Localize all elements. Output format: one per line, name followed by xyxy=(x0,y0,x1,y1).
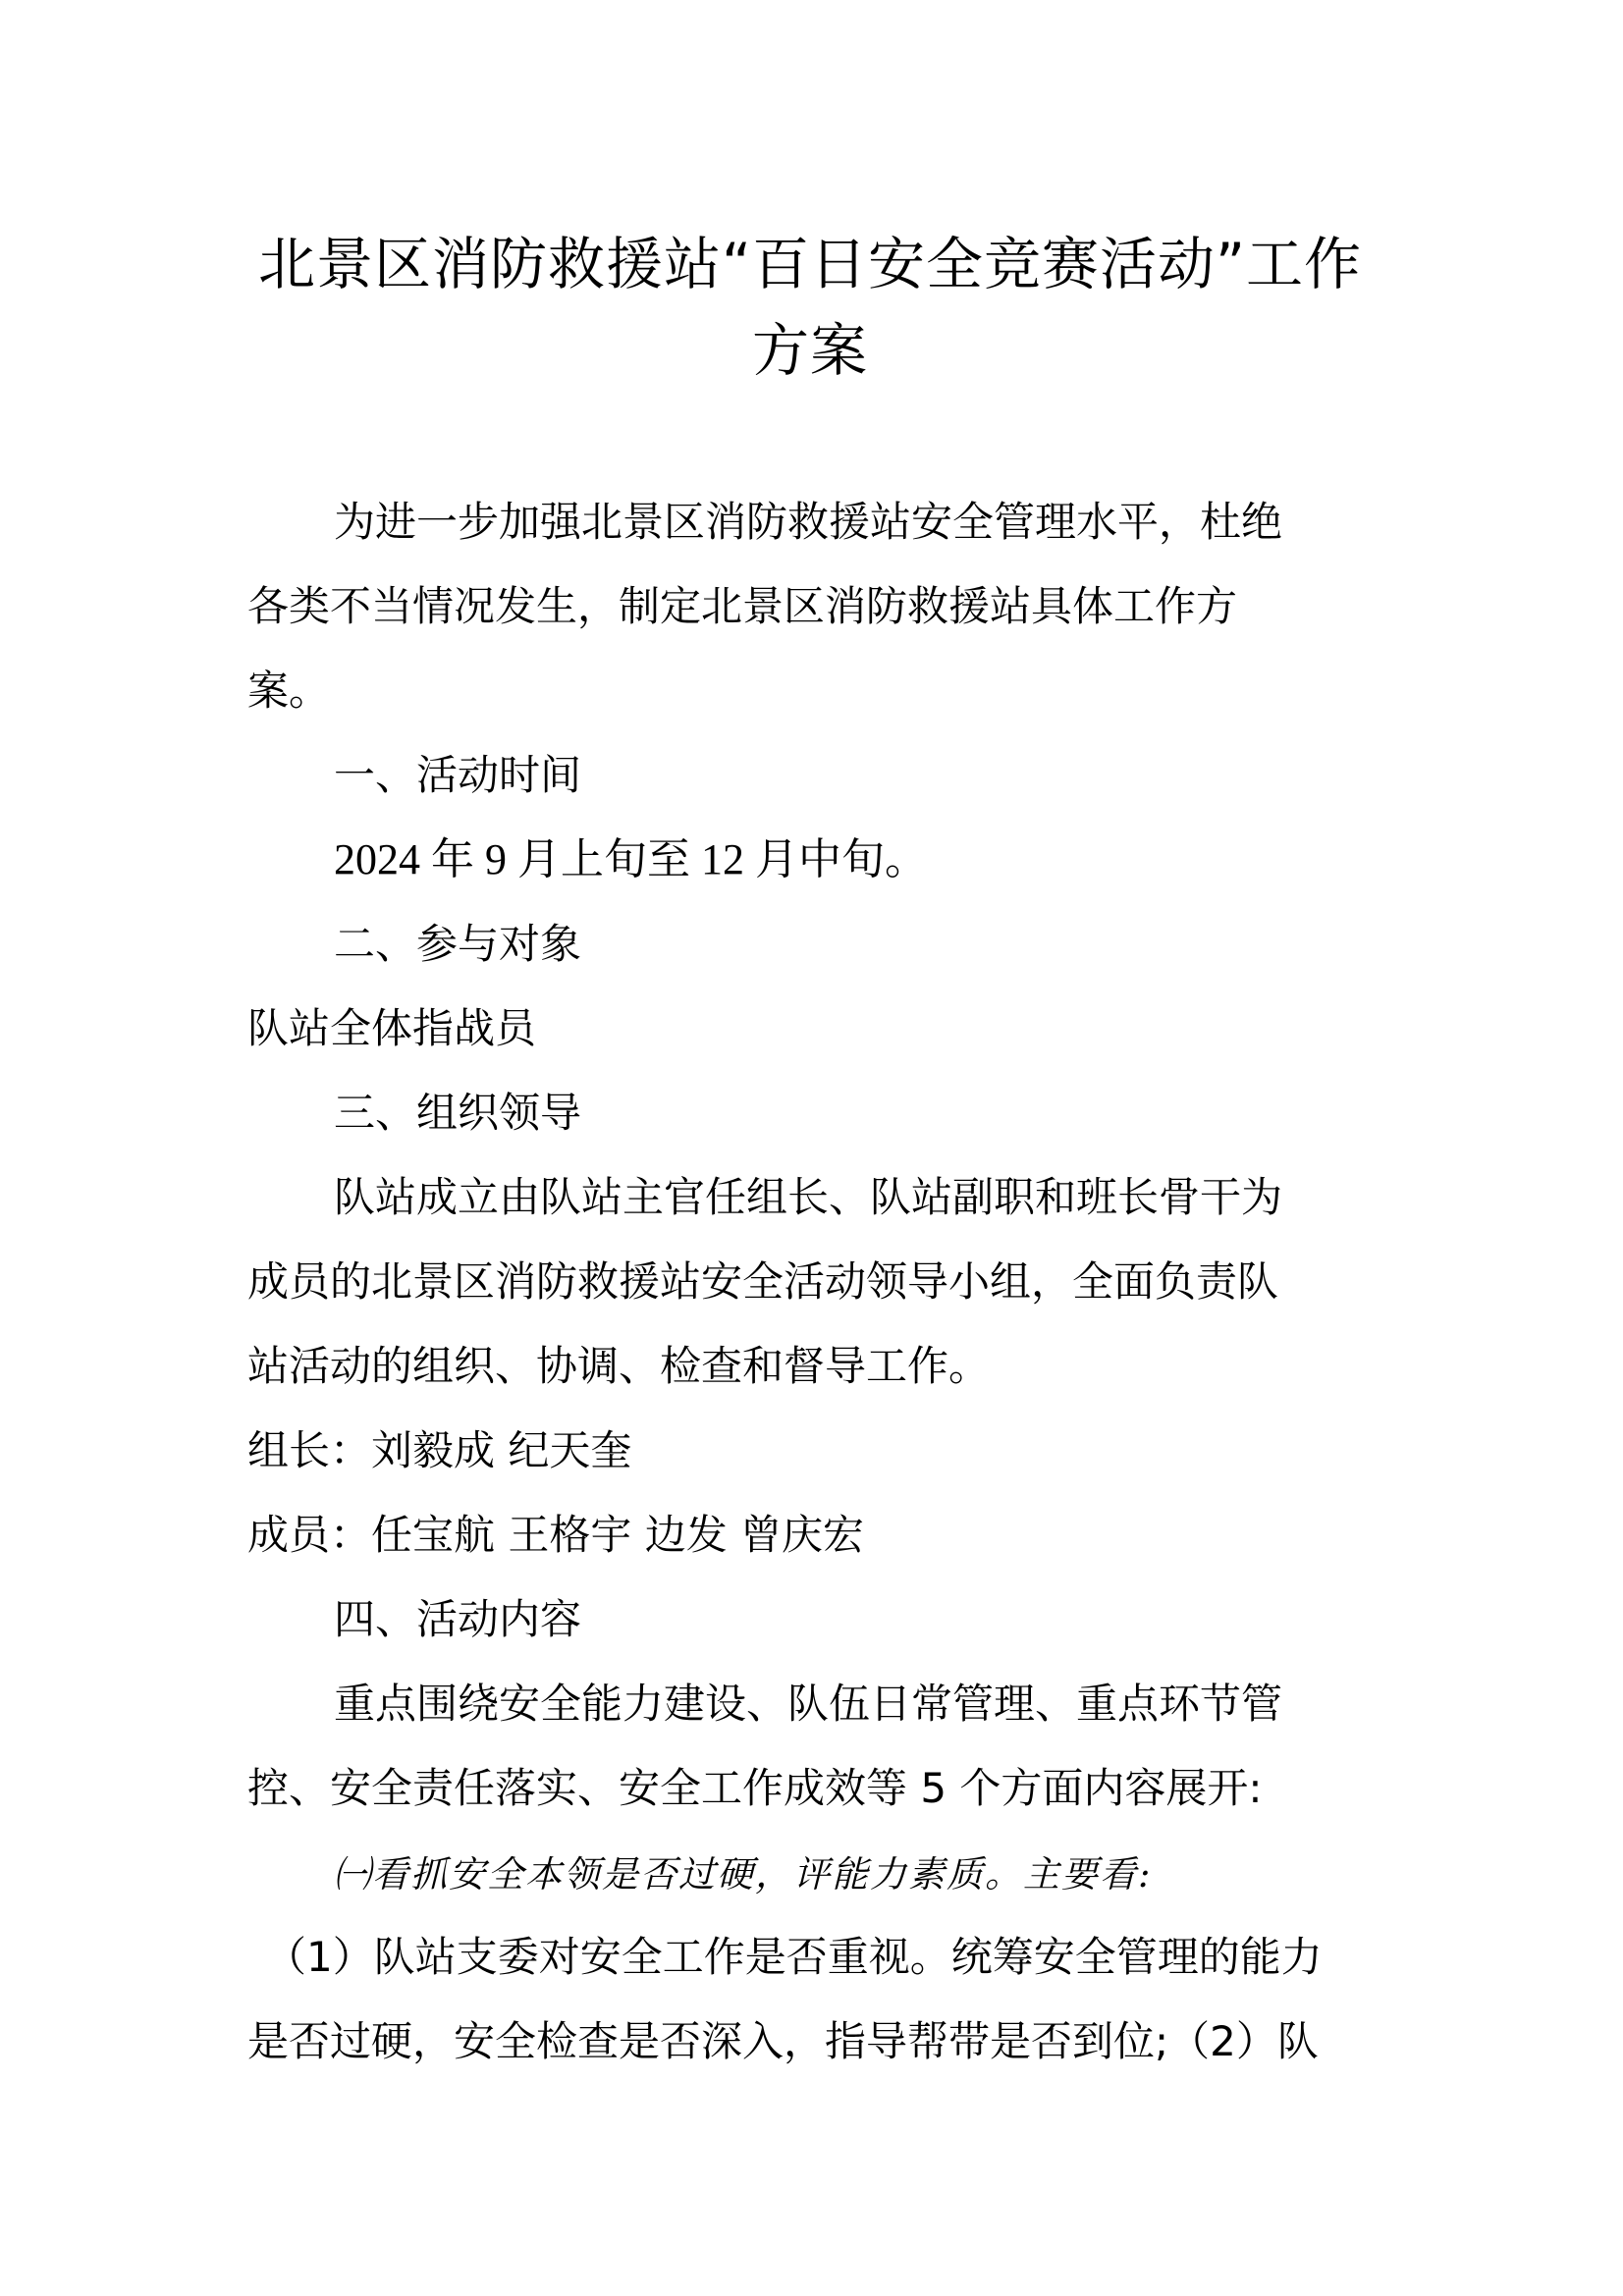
organization-paragraph-line-3: 站活动的组织、协调、检查和督导工作。 xyxy=(247,1342,991,1390)
intro-paragraph-line-2: 各类不当情况发生，制定北景区消防救援站具体工作方 xyxy=(247,582,1238,630)
group-leader-line: 组长：刘毅成 纪天奎 xyxy=(247,1426,632,1474)
intro-paragraph-line-3: 案。 xyxy=(247,667,331,715)
intro-paragraph-line-1: 为进一步加强北景区消防救援站安全管理水平，杜绝 xyxy=(334,498,1283,546)
section-heading-organization: 三、组织领导 xyxy=(334,1089,582,1137)
document-title-line-1: 北景区消防救援站“百日安全竞赛活动”工作 xyxy=(257,231,1363,297)
activity-time-text: 2024 年 9 月上旬至 12 月中旬。 xyxy=(334,835,928,883)
section-heading-activity-time: 一、活动时间 xyxy=(334,751,582,799)
subsection-paragraph-line-2: 是否过硬，安全检查是否深入，指导帮带是否到位;（2）队 xyxy=(247,2017,1319,2065)
group-members-line: 成员：任宝航 王格宇 边发 曾庆宏 xyxy=(247,1511,865,1559)
organization-paragraph-line-1: 队站成立由队站主官任组长、队站副职和班长骨干为 xyxy=(334,1173,1283,1221)
section-heading-participants: 二、参与对象 xyxy=(334,920,582,968)
activity-content-line-2: 控、安全责任落实、安全工作成效等 5 个方面内容展开: xyxy=(247,1764,1263,1812)
subsection-heading-safety-skills: ㈠看抓安全本领是否过硬，评能力素质。主要看: xyxy=(334,1853,1153,1896)
section-heading-activity-content: 四、活动内容 xyxy=(334,1595,582,1643)
participants-text: 队站全体指战员 xyxy=(247,1004,537,1052)
document-title-line-2: 方案 xyxy=(751,317,868,384)
subsection-paragraph-line-1: （1）队站支委对安全工作是否重视。统筹安全管理的能力 xyxy=(265,1933,1323,1981)
activity-content-line-1: 重点围绕安全能力建设、队伍日常管理、重点环节管 xyxy=(334,1680,1283,1728)
organization-paragraph-line-2: 成员的北景区消防救援站安全活动领导小组，全面负责队 xyxy=(247,1257,1279,1306)
